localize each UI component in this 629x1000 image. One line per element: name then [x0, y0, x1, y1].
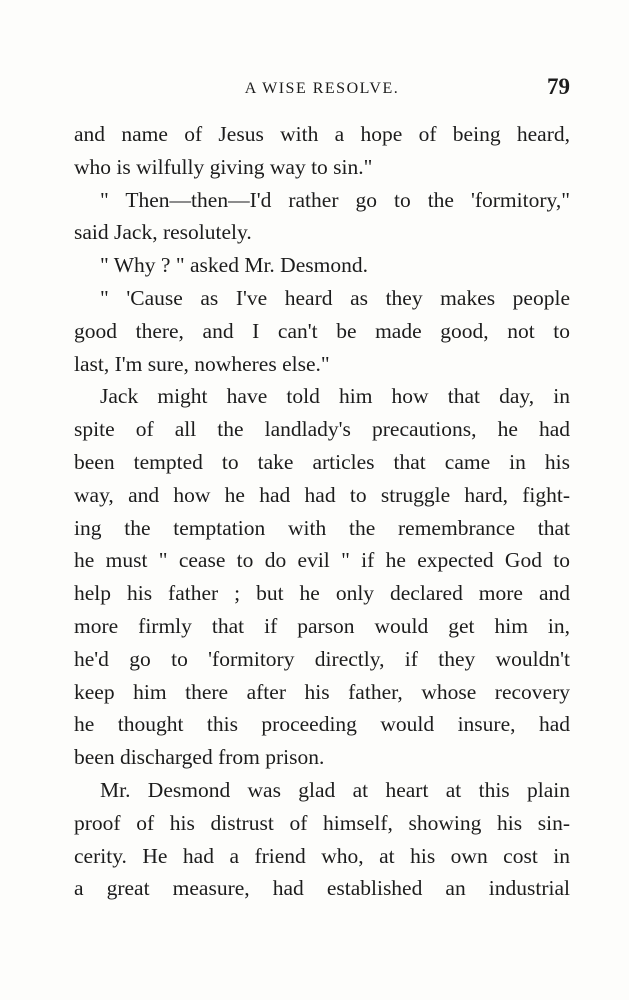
text-line: way, and how he had had to struggle hard, fight- — [74, 482, 570, 507]
text-line: been discharged from prison. — [74, 745, 325, 770]
running-head — [74, 74, 570, 108]
text-line: keep him there after his father, whose recovery — [74, 679, 570, 704]
text-line: said Jack, resolutely. — [74, 220, 252, 245]
text-line: proof of his distrust of himself, showing his sin- — [74, 810, 570, 835]
text-line: help his father ; but he only declared more and — [74, 581, 570, 606]
text-line: ing the temptation with the remembrance that — [74, 515, 570, 540]
text-line: he'd go to 'formitory directly, if they wouldn't — [74, 646, 570, 671]
text-line: " Then—then—I'd rather go to the 'formitory," — [100, 187, 570, 212]
text-line: a great measure, had established an industrial — [74, 876, 570, 901]
page-number: 79 — [547, 74, 570, 99]
text-line: good there, and I can't be made good, not to — [74, 318, 570, 343]
text-line: last, I'm sure, nowheres else." — [74, 351, 330, 376]
text-line: more firmly that if parson would get him in, — [74, 613, 570, 638]
text-line: he thought this proceeding would insure, had — [74, 712, 570, 737]
text-line: " 'Cause as I've heard as they makes people — [100, 285, 570, 310]
text-line: been tempted to take articles that came in his — [74, 449, 570, 474]
body-text — [74, 118, 570, 905]
text-line: spite of all the landlady's precautions, he had — [74, 417, 570, 442]
text-line: he must " cease to do evil " if he expected God to — [74, 548, 570, 573]
text-line: who is wilfully giving way to sin." — [74, 154, 373, 179]
text-line: and name of Jesus with a hope of being heard, — [74, 122, 570, 146]
text-line: Jack might have told him how that day, in — [100, 384, 570, 409]
text-line: Mr. Desmond was glad at heart at this plain — [100, 777, 570, 802]
text-line: " Why ? " asked Mr. Desmond. — [100, 253, 368, 278]
running-title: A WISE RESOLVE. — [244, 80, 400, 97]
text-line: cerity. He had a friend who, at his own cost in — [74, 843, 570, 868]
